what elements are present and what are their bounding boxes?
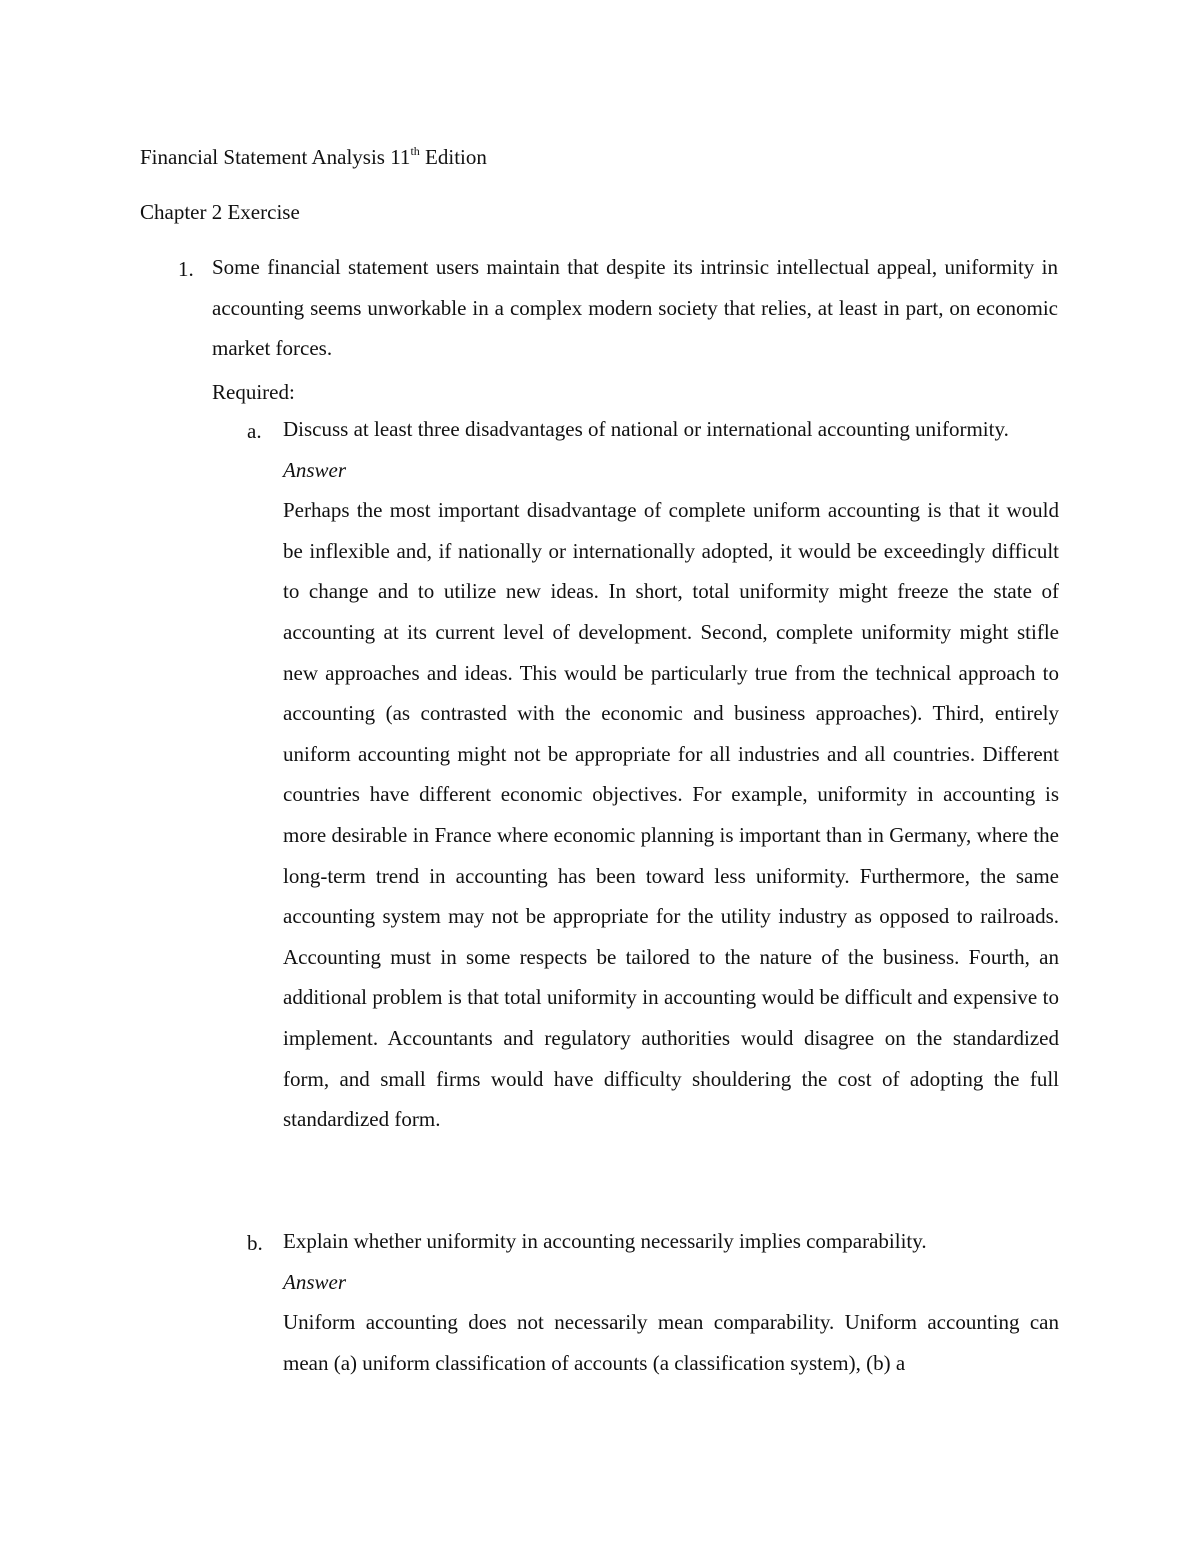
part-b-block: [283, 1221, 1059, 1383]
part-a-prompt: Discuss at least three disadvantages of national or international accounting uniformity.: [283, 417, 1009, 441]
part-b-answer: Uniform accounting does not necessarily mean comparability. Uniform accounting can mean (a) uniform classification of accounts (a classification system), (b) a: [283, 1310, 1059, 1375]
part-b-answer-label: Answer: [283, 1269, 346, 1294]
part-a-letter: a.: [247, 419, 262, 443]
part-b-letter: b.: [247, 1231, 263, 1255]
part-a-block: [283, 409, 1059, 1140]
chapter-heading: Chapter 2 Exercise: [140, 200, 300, 224]
title-main: Financial Statement Analysis 11: [140, 145, 411, 169]
question-number: 1.: [178, 257, 194, 281]
required-label: Required:: [212, 380, 295, 404]
document-title: [140, 143, 487, 171]
part-a-answer: Perhaps the most important disadvantage of complete uniform accounting is that it would be inflexible and, if nationally or internationally adopted, it would be exceedingly difficult to change and to utilize new ideas. In short, total uniformity might freeze the state of accounting at its current level of development. Second, complete uniformity might stifle new approaches and ideas. This would be particularly true from the technical approach to accounting (as contrasted with the economic and business approaches). Third, entirely uniform accounting might not be appropriate for all industries and all countries. Different countries have different economic objectives. For example, uniformity in accounting is more desirable in France where economic planning is important than in Germany, where the long-term trend in accounting has been toward less uniformity. Furthermore, the same accounting system may not be appropriate for the utility industry as opposed to railroads. Accounting must in some respects be tailored to the nature of the business. Fourth, an additional problem is that total uniformity in accounting would be difficult and expensive to implement. Accountants and regulatory authorities would disagree on the standardized form, and small firms would have difficulty shouldering the cost of adopting the full standardized form.: [283, 498, 1059, 1132]
part-a-answer-label: Answer: [283, 457, 346, 482]
question-text: Some financial statement users maintain that despite its intrinsic intellectual appeal, uniformity in accounting seems unworkable in a complex modern society that relies, at least in part, on economic market forces.: [212, 255, 1058, 361]
title-superscript: th: [410, 144, 420, 158]
part-b-prompt: Explain whether uniformity in accounting necessarily implies comparability.: [283, 1229, 927, 1253]
title-tail: Edition: [419, 145, 487, 169]
